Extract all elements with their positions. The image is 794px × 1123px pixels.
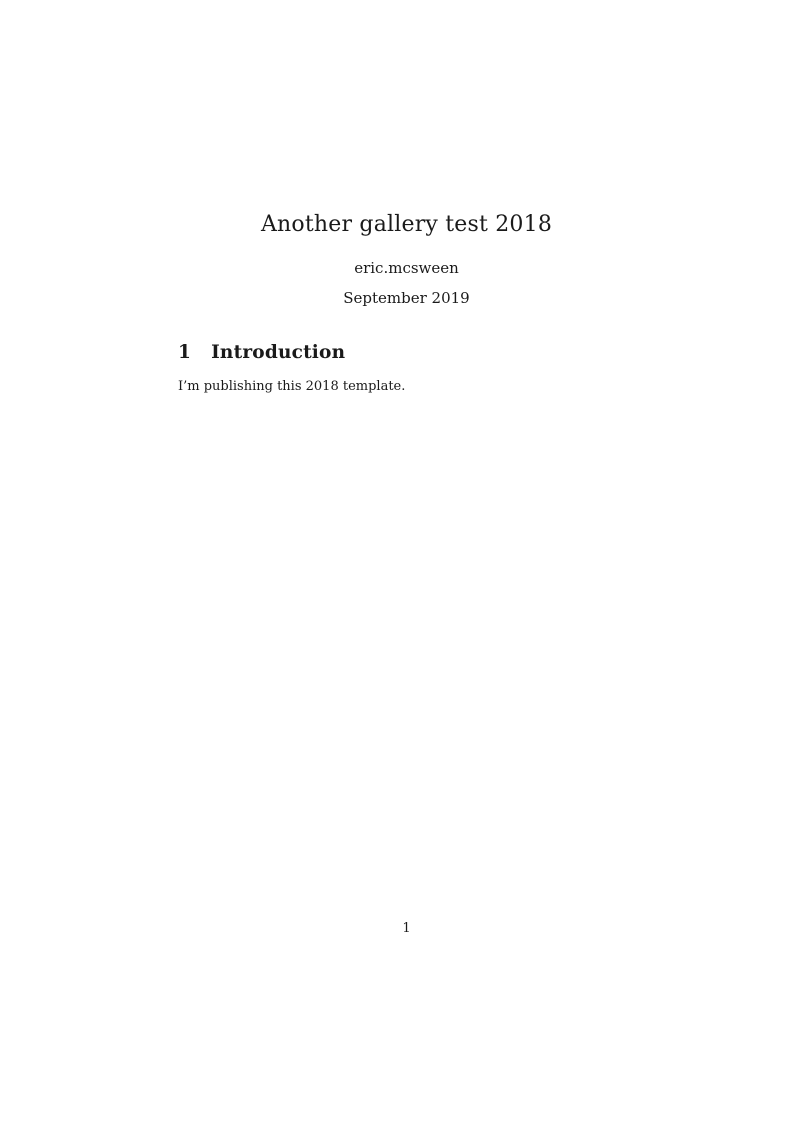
page-number: 1: [402, 921, 411, 936]
section-number: 1: [178, 342, 192, 363]
document-author: eric.mcsween: [354, 259, 459, 277]
section-body-paragraph: I’m publishing this 2018 template.: [178, 379, 406, 394]
document-title: Another gallery test 2018: [260, 212, 553, 237]
section-heading: [178, 342, 345, 363]
document-date: September 2019: [343, 289, 470, 307]
section-title: Introduction: [211, 342, 346, 363]
